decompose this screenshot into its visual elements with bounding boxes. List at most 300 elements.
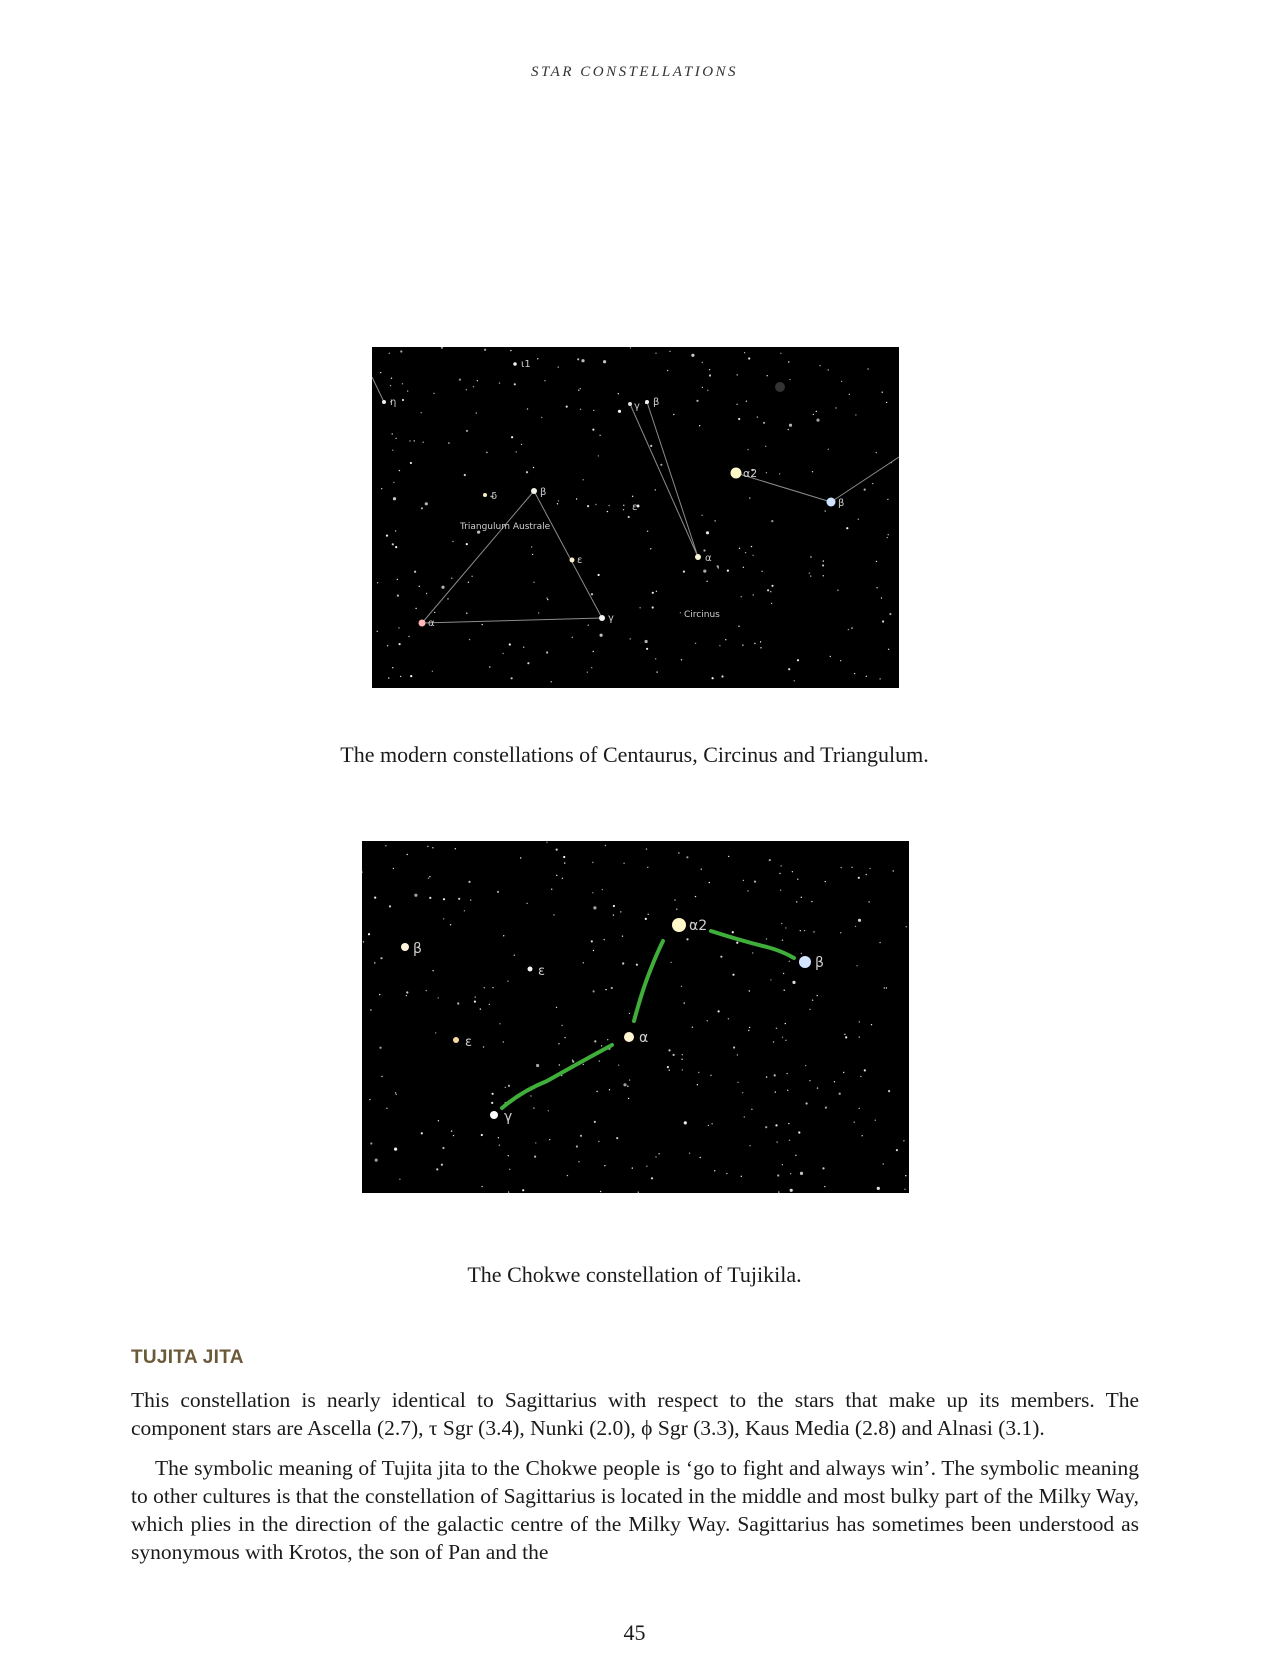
background-star: [835, 407, 836, 408]
background-star: [860, 1076, 861, 1077]
star-delta: [483, 493, 487, 497]
background-star: [744, 1116, 745, 1117]
background-star: [508, 1191, 509, 1192]
background-star: [652, 606, 654, 608]
background-star: [800, 1172, 803, 1175]
background-star: [541, 417, 542, 418]
background-star: [564, 862, 565, 863]
background-star: [719, 645, 720, 646]
background-star: [703, 549, 705, 551]
background-star: [869, 868, 870, 869]
background-star: [767, 589, 769, 591]
background-star: [508, 1085, 510, 1087]
background-star: [400, 350, 402, 352]
background-star: [578, 390, 579, 391]
background-star: [822, 564, 824, 566]
background-star: [527, 662, 529, 664]
background-star: [823, 575, 824, 576]
background-star: [622, 962, 624, 964]
background-star: [632, 496, 633, 497]
background-star: [737, 1082, 738, 1083]
background-star: [505, 1087, 506, 1088]
background-star: [879, 678, 880, 679]
background-star: [407, 854, 408, 855]
background-star: [587, 505, 589, 507]
background-star: [855, 926, 856, 927]
background-star: [905, 1175, 906, 1176]
background-star: [601, 1045, 602, 1046]
background-star: [798, 1131, 800, 1133]
background-star: [432, 847, 433, 848]
star-gamma-triangulum: [599, 615, 605, 621]
background-star: [600, 634, 603, 637]
background-star: [381, 488, 382, 489]
background-star: [896, 1149, 898, 1151]
background-star: [427, 846, 428, 847]
background-star: [556, 849, 558, 851]
background-star: [810, 575, 811, 576]
background-star: [499, 1023, 500, 1024]
background-star: [714, 520, 715, 521]
background-star: [748, 1030, 749, 1031]
background-star: [368, 933, 370, 935]
background-star: [751, 1109, 752, 1110]
background-star: [532, 554, 533, 555]
background-star: [854, 1122, 855, 1123]
background-star: [389, 353, 390, 354]
background-star: [466, 430, 468, 432]
background-star: [426, 593, 427, 594]
background-star: [468, 582, 469, 583]
background-star: [692, 1027, 693, 1028]
background-star: [443, 918, 444, 919]
background-star: [409, 440, 410, 441]
background-star: [622, 936, 623, 937]
background-star: [549, 1139, 550, 1140]
background-star: [558, 366, 559, 367]
background-star: [628, 1098, 629, 1099]
background-star: [761, 571, 762, 572]
background-star: [736, 942, 738, 944]
background-star: [747, 449, 748, 450]
background-star: [395, 1092, 396, 1093]
background-star: [736, 404, 737, 405]
background-star: [733, 1046, 735, 1048]
background-star: [527, 408, 528, 409]
background-star: [639, 607, 640, 608]
background-star: [426, 990, 427, 991]
background-star: [681, 1059, 682, 1060]
background-star: [763, 422, 765, 424]
background-star: [696, 400, 698, 402]
background-star: [732, 931, 734, 933]
background-star: [438, 1120, 439, 1121]
background-star: [784, 990, 785, 991]
background-star: [769, 859, 771, 861]
background-star: [655, 353, 656, 354]
background-star: [695, 896, 696, 897]
background-star: [782, 940, 783, 941]
background-star: [785, 927, 786, 928]
background-star: [656, 591, 657, 592]
background-star: [618, 410, 621, 413]
background-star: [674, 899, 675, 900]
background-star: [397, 579, 398, 580]
background-star: [646, 848, 647, 849]
background-star: [691, 354, 694, 357]
background-star: [887, 499, 888, 500]
background-star: [497, 891, 499, 893]
label-beta-triangulum: β: [540, 487, 547, 498]
background-star: [660, 464, 662, 466]
section-heading: TUJITA JITA: [131, 1347, 244, 1368]
background-star: [530, 1095, 531, 1096]
background-star: [561, 1025, 562, 1026]
background-star: [473, 386, 474, 387]
background-star: [864, 489, 866, 491]
background-star: [394, 1148, 397, 1151]
background-star: [767, 375, 768, 376]
star-gamma: [490, 1111, 498, 1119]
body-paragraph: The symbolic meaning of Tujita jita to the Chokwe people is ‘go to fight and always win’. The symbolic meaning to other cultures is that the constellation of Sagittarius is located in the middle and most bulky part of the Milky Way, which plies in the direction of the galactic centre of the Milky Way. Sagittarius has sometimes been understood as synonymous with Krotos, the son of Pan and the: [131, 1456, 1139, 1564]
background-star: [593, 651, 594, 652]
background-star: [876, 561, 877, 562]
label-beta-circinus: β: [653, 397, 660, 408]
background-star: [432, 671, 433, 672]
background-star: [469, 639, 470, 640]
background-star: [398, 627, 399, 628]
background-star: [375, 1159, 378, 1162]
star-beta-right: [799, 956, 811, 968]
background-star: [702, 387, 703, 388]
background-star: [651, 1177, 653, 1179]
background-star: [678, 852, 679, 853]
background-star: [695, 643, 696, 644]
background-star: [655, 489, 656, 490]
background-star: [558, 1043, 559, 1044]
page-number: 45: [623, 1620, 646, 1645]
background-star: [593, 950, 594, 951]
background-star: [380, 372, 381, 373]
background-star: [578, 1161, 579, 1162]
background-star: [742, 1092, 743, 1093]
background-star: [593, 410, 594, 411]
background-star: [876, 587, 877, 588]
background-star: [605, 989, 606, 990]
background-star: [886, 402, 887, 403]
background-star: [499, 1145, 500, 1146]
background-star: [483, 1046, 484, 1047]
label-alpha2-centauri: α2: [743, 467, 758, 480]
background-star: [737, 1054, 738, 1055]
background-star: [708, 1125, 709, 1126]
background-star: [400, 676, 401, 677]
background-star: [673, 414, 674, 415]
background-star: [630, 347, 631, 348]
background-star: [849, 394, 850, 395]
background-star: [709, 882, 710, 883]
background-star: [794, 680, 795, 681]
background-star: [828, 449, 829, 450]
background-star: [572, 1060, 573, 1061]
background-star: [683, 571, 685, 573]
label-epsilon-lower: ε: [465, 1035, 473, 1050]
background-star: [676, 909, 677, 910]
background-star: [743, 567, 744, 568]
background-star: [645, 918, 647, 920]
background-star: [707, 390, 708, 391]
background-star: [816, 419, 819, 422]
background-star: [744, 352, 745, 353]
background-star: [521, 444, 522, 445]
background-star: [435, 1032, 436, 1033]
background-star: [776, 1028, 777, 1029]
background-star: [766, 1076, 767, 1077]
background-star: [858, 919, 861, 922]
background-star: [882, 392, 883, 393]
background-star: [748, 357, 750, 359]
background-star: [646, 1166, 647, 1167]
background-star: [484, 987, 485, 988]
background-star: [774, 1074, 776, 1076]
background-star: [363, 941, 364, 942]
background-star: [538, 612, 539, 613]
background-star: [392, 450, 393, 451]
background-star: [414, 440, 415, 441]
star-iota1: [513, 362, 517, 366]
background-star: [533, 467, 534, 468]
background-star: [888, 649, 889, 650]
background-star: [765, 1126, 767, 1128]
background-star: [370, 1142, 372, 1144]
background-star: [766, 472, 767, 473]
background-star: [466, 389, 467, 390]
background-star: [749, 1145, 750, 1146]
background-star: [447, 598, 448, 599]
background-star: [627, 1086, 628, 1087]
background-star: [471, 576, 472, 577]
background-star: [441, 1164, 443, 1166]
background-star: [801, 897, 802, 898]
star-beta-circinus: [645, 400, 649, 404]
background-star: [822, 1167, 824, 1169]
background-star: [481, 1134, 483, 1136]
background-star: [583, 479, 584, 480]
background-star: [502, 653, 503, 654]
star-chart-modern: [372, 347, 899, 688]
background-star: [632, 1167, 633, 1168]
background-star: [629, 1079, 630, 1080]
background-star: [638, 1192, 639, 1193]
background-star: [645, 640, 648, 643]
background-star: [548, 1110, 549, 1111]
label-delta: δ: [491, 491, 498, 502]
background-star: [386, 535, 388, 537]
background-star: [859, 1036, 860, 1037]
background-star: [797, 659, 799, 661]
background-star: [587, 672, 588, 673]
background-star: [425, 502, 428, 505]
background-star: [592, 892, 593, 893]
background-star: [387, 645, 388, 646]
background-star: [711, 1123, 712, 1124]
faint-nebula: [775, 382, 785, 392]
background-star: [616, 1137, 618, 1139]
background-star: [875, 1120, 876, 1121]
background-star: [819, 365, 820, 366]
background-star: [903, 1140, 904, 1141]
star-epsilon-lower: [453, 1037, 459, 1043]
background-star: [646, 648, 648, 650]
background-star: [393, 482, 394, 483]
background-star: [667, 1066, 669, 1068]
background-star: [510, 350, 511, 351]
background-star: [737, 374, 738, 375]
running-head: STAR CONSTELLATIONS: [530, 64, 739, 80]
background-star: [393, 868, 394, 869]
label-epsilon-mid: ε: [632, 502, 638, 513]
background-star: [788, 429, 789, 430]
background-star: [599, 1060, 600, 1061]
background-star: [647, 867, 648, 868]
background-star: [789, 961, 790, 962]
background-star: [474, 1001, 476, 1003]
background-star: [789, 424, 792, 427]
background-star: [669, 1070, 670, 1071]
background-star: [379, 1047, 381, 1049]
background-star: [667, 370, 668, 371]
background-star: [419, 586, 420, 587]
background-star: [840, 932, 841, 933]
star-alpha-circinus: [695, 554, 701, 560]
background-star: [877, 1187, 880, 1190]
label-alpha: α: [639, 1030, 649, 1046]
background-star: [841, 381, 842, 382]
background-star: [790, 1189, 793, 1192]
background-star: [754, 881, 756, 883]
background-star: [592, 429, 594, 431]
background-star: [770, 591, 771, 592]
background-star: [871, 1024, 872, 1025]
background-star: [893, 870, 894, 871]
background-star: [562, 878, 563, 879]
background-star: [592, 862, 593, 863]
background-star: [779, 473, 780, 474]
background-star: [605, 845, 606, 846]
background-star: [858, 877, 860, 879]
background-star: [611, 987, 613, 989]
background-star: [443, 898, 445, 900]
background-star: [883, 1163, 884, 1164]
label-eta: η: [390, 397, 397, 408]
background-star: [433, 393, 434, 394]
background-star: [884, 987, 885, 988]
label-iota1: ι1: [521, 359, 531, 370]
background-star: [559, 1064, 560, 1065]
background-star: [813, 414, 814, 415]
background-star: [812, 471, 813, 472]
label-gamma-circinus: γ: [634, 401, 640, 412]
background-star: [415, 608, 416, 609]
background-star: [811, 901, 812, 902]
background-star: [786, 1073, 787, 1074]
background-star: [752, 555, 753, 556]
background-star: [581, 359, 584, 362]
background-star: [547, 599, 548, 600]
background-star: [544, 380, 545, 381]
background-star: [738, 418, 740, 420]
background-star: [741, 596, 742, 597]
background-star: [402, 399, 404, 401]
background-star: [623, 1083, 626, 1086]
background-star: [507, 981, 508, 982]
star-chart-chokwe-svg: [362, 841, 909, 1193]
background-star: [848, 629, 849, 630]
background-star: [583, 1064, 584, 1065]
background-star: [792, 981, 795, 984]
background-star: [438, 997, 439, 998]
background-star: [726, 1173, 727, 1174]
background-star: [844, 1034, 845, 1035]
background-star: [747, 890, 748, 891]
background-star: [775, 1124, 777, 1126]
background-star: [566, 406, 568, 408]
background-star: [782, 1037, 783, 1038]
background-star: [607, 1039, 608, 1040]
background-star: [749, 990, 750, 991]
background-star: [886, 987, 887, 988]
background-star: [684, 1121, 687, 1124]
background-star: [546, 651, 548, 653]
background-star: [613, 905, 615, 907]
background-star: [580, 1135, 582, 1137]
background-star: [567, 1175, 568, 1176]
background-star: [466, 543, 468, 545]
background-star: [771, 585, 773, 587]
background-star: [576, 1145, 578, 1147]
background-star: [386, 1108, 387, 1109]
background-star: [787, 1090, 788, 1091]
star-beta-triangulum: [531, 488, 537, 494]
figure-caption-chokwe: The Chokwe constellation of Tujikila.: [467, 1262, 802, 1287]
background-star: [583, 962, 584, 963]
background-star: [556, 875, 557, 876]
star-beta-left: [401, 943, 409, 951]
background-star: [374, 897, 376, 899]
background-star: [709, 369, 710, 370]
background-star: [728, 856, 729, 857]
background-star: [489, 1004, 490, 1005]
background-star: [558, 500, 559, 501]
background-star: [701, 515, 702, 516]
background-star: [498, 1137, 499, 1138]
background-star: [777, 1174, 779, 1176]
background-star: [669, 351, 670, 352]
background-star: [492, 987, 493, 988]
background-star: [728, 1018, 729, 1019]
background-star: [620, 911, 621, 912]
background-star: [602, 889, 603, 890]
background-star: [718, 1010, 720, 1012]
background-star: [442, 1147, 444, 1149]
background-star: [697, 1084, 698, 1085]
background-star: [652, 592, 654, 594]
background-star: [650, 548, 651, 549]
background-star: [858, 519, 859, 520]
background-star: [841, 867, 842, 868]
background-star: [757, 416, 758, 417]
background-star: [830, 656, 831, 657]
